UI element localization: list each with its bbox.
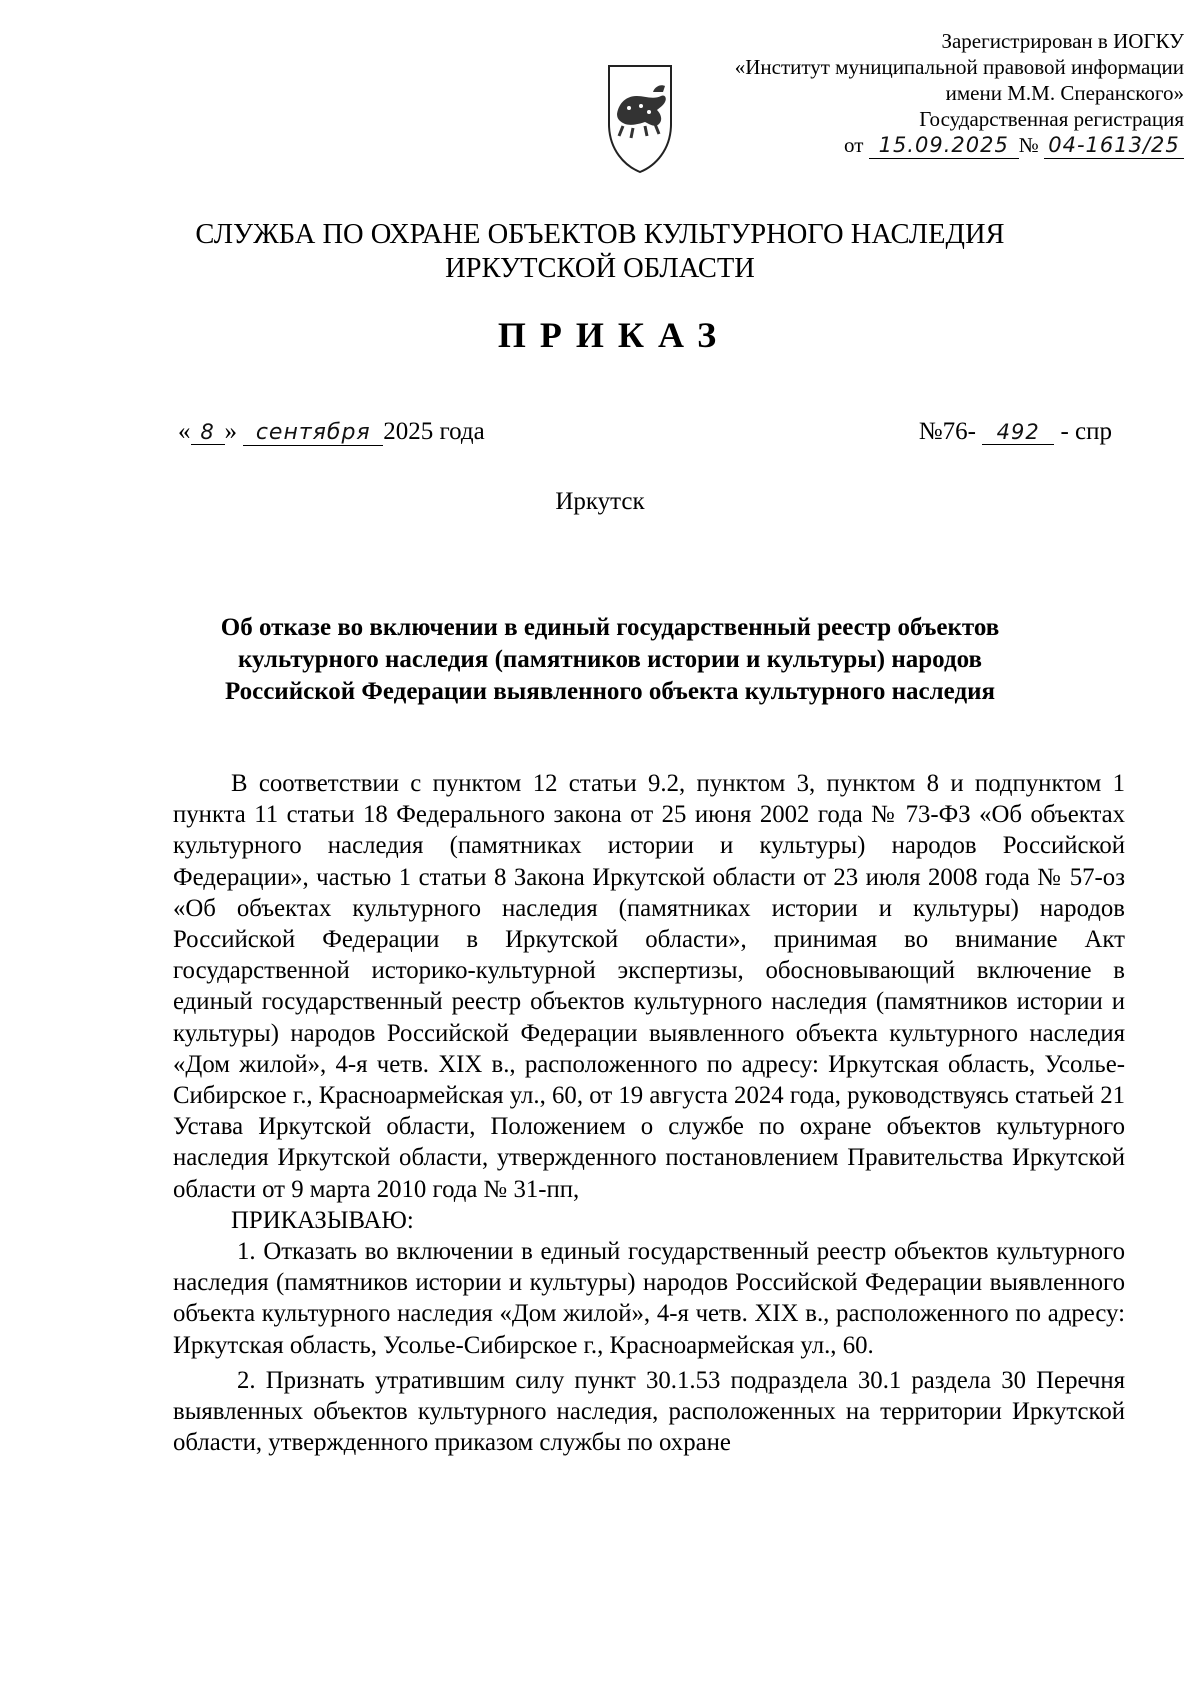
order-item-2: 2. Признать утратившим силу пункт 30.1.53 подраздела 30.1 раздела 30 Перечня выявленных объектов культурного наследия, расположенных на территории Иркутской области, утвержденного приказом службы по охране [173,1366,1125,1457]
registration-number-handwritten: 04-1613/25 [1044,132,1184,159]
registration-stamp [664,28,1184,159]
order-subject [150,612,1070,708]
document-type-title: ПРИКАЗ [497,315,731,355]
irkutsk-coat-of-arms-icon [605,62,675,174]
organization-name [0,218,1200,286]
order-number [919,418,1112,446]
order-number-handwritten: 492 [982,420,1054,445]
order-date [178,418,485,446]
date-month-handwritten: сентября [243,420,383,446]
registration-from-label: от [844,133,864,157]
subject-line-1: Об отказе во включении в единый государственный реестр объектов [220,614,1000,641]
registration-date-handwritten: 15.09.2025 [869,132,1019,159]
order-item-1: 1. Отказать во включении в единый государственный реестр объектов культурного наследия (памятников истории и культуры) народов Российской Федерации выявленного объекта культурного наследия «Дом жилой», 4-я четв. XIX в., расположенного по адресу: Иркутская область, Усолье-Сибирское г., Красноармейская ул., 60. [173,1238,1125,1359]
order-number-suffix: - спр [1060,418,1112,445]
subject-line-3: Российской Федерации выявленного объекта культурного наследия [224,678,996,705]
order-word: ПРИКАЗЫВАЮ: [231,1206,414,1234]
registration-line-5 [664,132,1184,159]
date-close-quote: » [224,418,237,445]
order-body [173,768,1125,1458]
date-open-quote: « [178,418,191,445]
organization-line-2: ИРКУТСКОЙ ОБЛАСТИ [445,253,755,284]
organization-line-1: СЛУЖБА ПО ОХРАНЕ ОБЪЕКТОВ КУЛЬТУРНОГО НАСЛЕДИЯ [195,219,1005,250]
registration-line-1: Зарегистрирован в ИОГКУ [941,29,1184,53]
registration-number-sign: № [1018,133,1039,157]
date-day-handwritten: 8 [191,420,225,445]
subject-line-2: культурного наследия (памятников истории и культуры) народов [237,646,982,673]
preamble-paragraph: В соответствии с пунктом 12 статьи 9.2, пунктом 3, пунктом 8 и подпунктом 1 пункта 11 статьи 18 Федерального закона от 25 июня 2002 года № 73-ФЗ «Об объектах культурного наследия (памятниках истории и культуры) народов Российской Федерации», частью 1 статьи 8 Закона Иркутской области от 23 июля 2008 года № 57-оз «Об объектах культурного наследия (памятниках истории и культуры) народов Российской Федерации в Иркутской области», принимая во внимание Акт государственной историко-культурной экспертизы, обосновывающий включение в единый государственный реестр объектов культурного наследия (памятников истории и культуры) народов Российской Федерации выявленного объекта культурного наследия «Дом жилой», 4-я четв. XIX в., расположенного по адресу: Иркутская область, Усолье-Сибирское г., Красноармейская ул., 60, от 19 августа 2024 года, руководствуясь статьей 21 Устава Иркутской области, Положением о службе по охране объектов культурного наследия Иркутской области, утвержденного постановлением Правительства Иркутской области от 9 марта 2010 года № 31-пп, [173,770,1125,1203]
registration-line-2: «Институт муниципальной правовой информации [734,55,1184,79]
order-number-prefix: №76- [918,418,976,445]
date-year: 2025 года [383,418,485,445]
registration-line-4: Государственная регистрация [919,107,1184,131]
city: Иркутск [555,488,645,515]
registration-line-3: имени М.М. Сперанского» [945,81,1184,105]
